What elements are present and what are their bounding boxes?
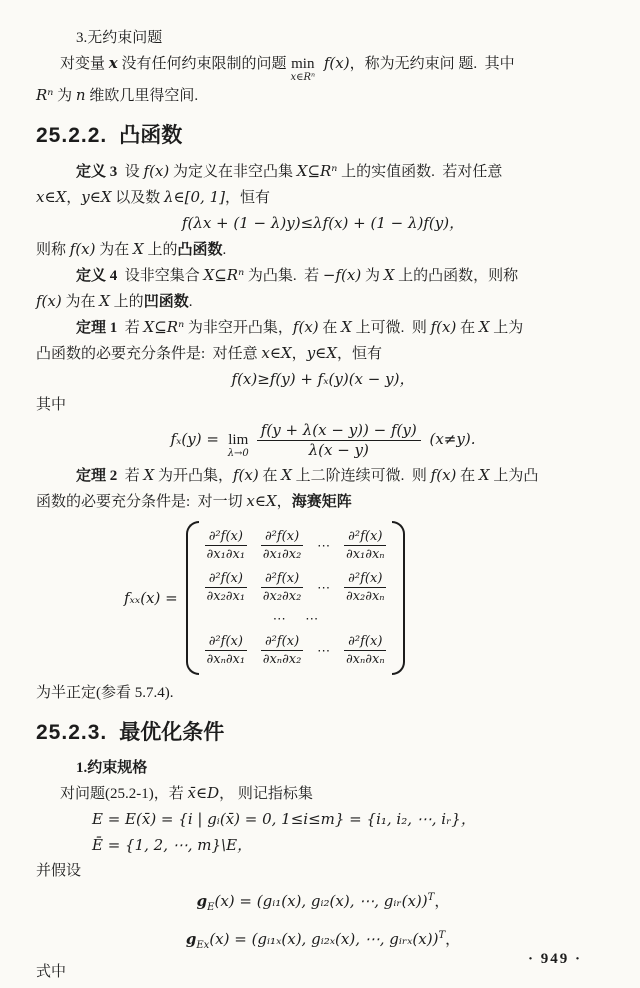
- formula-gradient-inequality: [36, 367, 610, 393]
- math-run: X: [99, 292, 110, 310]
- cell-numerator: ∂²f(x): [205, 634, 247, 651]
- text-run: 维欧几里得空间.: [85, 88, 199, 104]
- text-run: ，恒有: [224, 190, 270, 206]
- page-number: · 949 ·: [527, 951, 582, 967]
- text-run: 上为凸: [489, 468, 539, 484]
- shizhong-label: [36, 960, 610, 985]
- text-run: 在: [456, 468, 479, 484]
- cell-denominator: ∂xₙ∂x₂: [262, 652, 302, 667]
- cell-numerator: ∂²f(x): [261, 529, 303, 546]
- bold-term-concave-function: 凹函数: [143, 294, 189, 310]
- text-run: 在: [318, 320, 342, 336]
- text-run: 为: [361, 268, 384, 284]
- math-run: X⊆Rⁿ: [143, 318, 185, 336]
- math-run: y∈X: [306, 344, 337, 362]
- text-run: 上可微. 则: [351, 320, 431, 336]
- formula-directional-derivative: [36, 422, 610, 459]
- min-label: min: [291, 56, 315, 72]
- text-run: 上的凸函数，则称: [394, 268, 519, 284]
- math-run: x∈X: [261, 344, 292, 362]
- math-run: X⊆Rⁿ: [296, 162, 338, 180]
- formula-convexity: [36, 211, 610, 237]
- text-run: 为定义在非空凸集: [169, 164, 297, 180]
- ellipsis: ⋯: [317, 579, 331, 595]
- math-run: f(x): [292, 318, 319, 336]
- theorem-label: 定理 2: [76, 468, 118, 484]
- section-heading-25-2-2: [36, 121, 610, 151]
- lim-limit: λ→0: [227, 447, 249, 459]
- lim-operator: [228, 433, 249, 459]
- semidefinite-line: [36, 681, 610, 706]
- text-run: ，: [434, 894, 450, 910]
- matrix-cell: [261, 571, 303, 604]
- definition-4-line-1: [36, 263, 610, 289]
- text-run: 没有任何约束限制的问题: [117, 56, 287, 72]
- right-paren: [392, 521, 405, 675]
- math-run: f(x): [430, 318, 457, 336]
- math-run: (x) = (gᵢ₁(x), gᵢ₂(x), ⋯, gᵢᵣ(x)): [214, 892, 428, 910]
- math-run: x̄∈D: [187, 784, 220, 802]
- math-run: (x≠y).: [424, 429, 476, 448]
- definition-label: 定义 3: [76, 164, 118, 180]
- superscript-run: T: [427, 892, 435, 903]
- hessian-matrix-equation: [124, 521, 610, 675]
- math-run: f(x): [69, 240, 96, 258]
- math-run: λ∈[0, 1]: [164, 188, 225, 206]
- fraction: [257, 422, 421, 459]
- item-heading-unconstrained: 3.无约束问题: [76, 30, 163, 46]
- text-run: 其中: [36, 397, 67, 413]
- section-heading-25-2-3: [36, 718, 610, 748]
- matrix-cell: [261, 634, 303, 667]
- math-run: f(x): [319, 54, 350, 72]
- bold-term-convex-function: 凸函数: [177, 242, 223, 258]
- text-run: 为非空开凸集，: [184, 320, 293, 336]
- text-run: ，: [291, 346, 307, 362]
- definition-3-line-1: [36, 159, 610, 185]
- text-run: 若: [117, 468, 144, 484]
- math-run: X: [478, 466, 490, 484]
- matrix-cell: [344, 571, 386, 604]
- text-run: 式中: [36, 964, 67, 980]
- text-run: 并假设: [36, 863, 82, 879]
- math-run: g: [196, 892, 208, 910]
- theorem-2-line-2: [36, 489, 610, 515]
- cell-numerator: ∂²f(x): [344, 571, 386, 588]
- matrix-cell: [344, 634, 386, 667]
- definition-3-line-3: [36, 237, 610, 263]
- text-run: 为在: [61, 294, 100, 310]
- cell-denominator: ∂x₂∂x₂: [262, 589, 302, 604]
- cell-denominator: ∂x₂∂x₁: [206, 589, 246, 604]
- text-run: 上为: [489, 320, 524, 336]
- math-run: fₓ(y) =: [170, 429, 224, 448]
- text-run: 为半正定(参看 5.7.4).: [36, 685, 174, 701]
- subscript-run: E: [207, 902, 215, 913]
- formula-gE: [36, 884, 610, 922]
- subsection-constraint-qualification: [36, 756, 610, 781]
- math-run: f(x): [430, 466, 457, 484]
- qizhong-label: [36, 393, 610, 418]
- text-run: .: [222, 242, 227, 258]
- theorem-1-line-2: [36, 341, 610, 367]
- min-operator: [290, 57, 315, 83]
- cell-denominator: ∂xₙ∂xₙ: [345, 652, 385, 667]
- definition-3-line-2: [36, 185, 610, 211]
- math-run: f(x): [143, 162, 170, 180]
- matrix-cell: [205, 529, 247, 562]
- cell-numerator: ∂²f(x): [261, 571, 303, 588]
- cell-numerator: ∂²f(x): [261, 634, 303, 651]
- text-run: 上的: [143, 242, 178, 258]
- fraction-denominator: λ(x − y): [308, 441, 369, 459]
- text-run: 在: [258, 468, 282, 484]
- text-run: ，称为无约束问 题. 其中: [349, 56, 515, 72]
- cell-numerator: ∂²f(x): [344, 529, 386, 546]
- math-run: (x) = (gᵢ₁ₓ(x), gᵢ₂ₓ(x), ⋯, gᵢᵣₓ(x)): [209, 930, 439, 948]
- math-run: y∈X: [81, 188, 112, 206]
- math-run: n: [75, 86, 86, 104]
- matrix-cell: [205, 571, 247, 604]
- intro-line-1: [36, 51, 610, 83]
- math-run: X: [383, 266, 395, 284]
- matrix-cell: [261, 529, 303, 562]
- math-run: x∈X: [246, 492, 277, 510]
- cell-denominator: ∂x₂∂xₙ: [345, 589, 385, 604]
- cell-numerator: ∂²f(x): [205, 571, 247, 588]
- text-run: ，: [276, 494, 292, 510]
- math-run: X: [281, 466, 292, 484]
- text-run: 为: [53, 88, 76, 104]
- section-number: 25.2.3.: [36, 721, 108, 744]
- math-run: x: [108, 54, 118, 72]
- intro-line-2: [36, 83, 610, 109]
- text-run: 凸函数的必要充分条件是: 对任意: [36, 346, 262, 362]
- math-run: f(x)≥f(y) + fₓ(y)(x − y)，: [231, 370, 415, 388]
- section-title: 最优化条件: [119, 721, 225, 744]
- math-run: f(x): [232, 466, 259, 484]
- subscript-run: Ex: [196, 940, 210, 951]
- text-run: 上二阶连续可微. 则: [291, 468, 431, 484]
- cell-numerator: ∂²f(x): [205, 529, 247, 546]
- text-run: 函数的必要充分条件是: 对一切: [36, 494, 247, 510]
- section-title: 凸函数: [119, 124, 183, 147]
- formula-gEx: [36, 922, 610, 960]
- text-run: ， 则记指标集: [219, 786, 313, 802]
- cell-denominator: ∂x₁∂x₁: [206, 547, 246, 562]
- math-run: X: [341, 318, 352, 336]
- text-run: 对问题(25.2-1)，若: [60, 786, 188, 802]
- theorem-1-line-1: [36, 315, 610, 341]
- math-run: −f(x): [322, 266, 362, 284]
- math-run: x∈X: [36, 188, 67, 206]
- bold-term-hessian-matrix: 海赛矩阵: [291, 494, 352, 510]
- superscript-run: T: [438, 930, 446, 941]
- math-run: Ē = {1, 2, ⋯, m}\E，: [92, 836, 253, 854]
- text-run: 设: [117, 164, 144, 180]
- ellipsis-row: ⋯ ⋯: [272, 611, 319, 626]
- matrix-cell: [205, 634, 247, 667]
- math-run: X: [143, 466, 155, 484]
- cell-denominator: ∂x₁∂xₙ: [345, 547, 385, 562]
- definition-label: 定义 4: [76, 268, 118, 284]
- text-run: ，恒有: [336, 346, 382, 362]
- definition-4-line-2: [36, 289, 610, 315]
- ellipsis: ⋯: [317, 642, 331, 658]
- math-run: E = E(x̄) = {i | gᵢ(x̄) = 0, 1≤i≤m} = {i₁, i₂, ⋯, iᵣ}，: [92, 810, 476, 828]
- jiashe-label: [36, 859, 610, 884]
- formula-index-set-E-bar: [36, 833, 610, 859]
- left-paren: [186, 521, 199, 675]
- math-run: Rⁿ: [36, 86, 54, 104]
- text-run: 为开凸集，: [154, 468, 233, 484]
- math-run: X: [478, 318, 490, 336]
- text-run: 以及数: [111, 190, 165, 206]
- problem-reference-line: [36, 781, 610, 807]
- theorem-label: 定理 1: [76, 320, 118, 336]
- section-number: 25.2.2.: [36, 124, 108, 147]
- ellipsis: ⋯: [317, 537, 331, 553]
- cell-numerator: ∂²f(x): [344, 634, 386, 651]
- math-run: X⊆Rⁿ: [203, 266, 245, 284]
- text-run: 1.约束规格: [76, 760, 148, 776]
- text-run: ，: [66, 190, 82, 206]
- lim-label: lim: [228, 431, 249, 448]
- min-limit: x∈Rⁿ: [290, 72, 316, 83]
- text-run: 上的: [109, 294, 144, 310]
- math-run: f(λx + (1 − λ)y)≤λf(x) + (1 − λ)f(y)，: [181, 214, 465, 232]
- text-run: 若: [117, 320, 144, 336]
- theorem-2-line-1: [36, 463, 610, 489]
- text-run: 则称: [36, 242, 70, 258]
- text-run: ，: [445, 932, 461, 948]
- text-run: 设非空集合: [117, 268, 204, 284]
- math-run: X: [133, 240, 144, 258]
- cell-denominator: ∂xₙ∂x₁: [206, 652, 246, 667]
- cell-denominator: ∂x₁∂x₂: [262, 547, 302, 562]
- text-run: 为在: [95, 242, 133, 258]
- hessian-lhs: fₓₓ(x) =: [124, 589, 178, 607]
- text-run: 对变量: [60, 56, 109, 72]
- text-run: 为凸集. 若: [244, 268, 323, 284]
- fraction-numerator: f(y + λ(x − y)) − f(y): [257, 422, 421, 441]
- matrix-cell: [344, 529, 386, 562]
- text-run: 上的实值函数. 若对任意: [337, 164, 503, 180]
- math-run: g: [185, 930, 197, 948]
- formula-index-set-E: [36, 807, 610, 833]
- text-run: .: [188, 294, 193, 310]
- text-run: 在: [456, 320, 479, 336]
- math-run: f(x): [36, 292, 62, 310]
- hessian-matrix-grid: [199, 521, 393, 675]
